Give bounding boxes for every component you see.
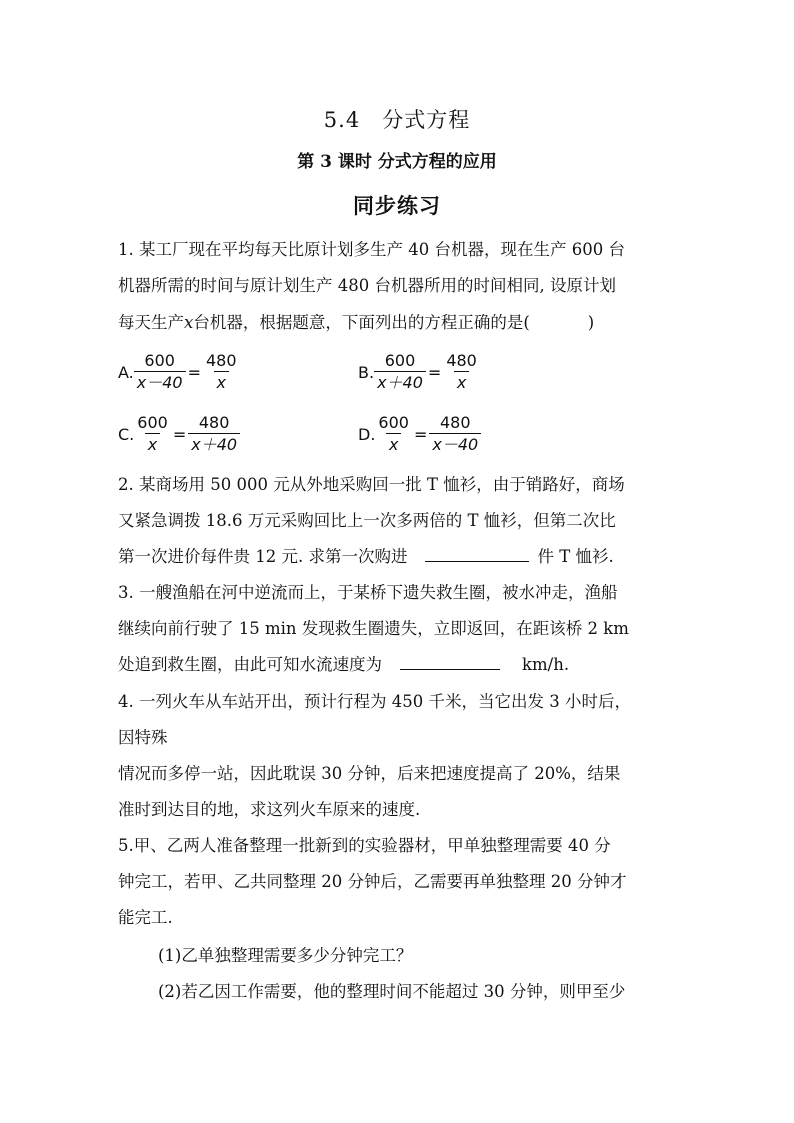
q5-line-3: 能完工. bbox=[118, 908, 173, 927]
option-a-fraction-right bbox=[203, 352, 240, 393]
q2-answer-blank[interactable] bbox=[425, 547, 529, 562]
q1-line-1: 1. 某工厂现在平均每天比原计划多生产 40 台机器，现在生产 600 台 bbox=[118, 240, 625, 259]
q1-line-2: 机器所需的时间与原计划生产 480 台机器所用的时间相同, 设原计划 bbox=[118, 276, 616, 295]
option-c-numerator-right: 480 bbox=[198, 413, 230, 432]
q4-line-1: 4. 一列火车从车站开出，预计行程为 450 千米，当它出发 3 小时后， bbox=[118, 692, 631, 711]
q2-line-2: 又紧急调拨 18.6 万元采购回比上一次多两倍的 T 恤衫，但第二次比 bbox=[118, 511, 616, 530]
q4-line-3: 情况而多停一站，因此耽误 30 分钟，后来把速度提高了 20%，结果 bbox=[118, 764, 621, 783]
q4-line-2: 因特殊 bbox=[118, 728, 168, 747]
q3-line-1: 3. 一艘渔船在河中逆流而上，于某桥下遗失救生圈，被水冲走，渔船 bbox=[118, 583, 618, 602]
option-c-label: C. bbox=[118, 424, 135, 444]
q1-line-3-middle: 台机器，根据题意，下面列出的方程正确的是( bbox=[193, 313, 530, 332]
option-c[interactable] bbox=[118, 414, 240, 455]
option-c-denominator-right: x＋40 bbox=[188, 433, 240, 454]
option-b[interactable] bbox=[358, 352, 480, 393]
option-b-label: B. bbox=[358, 362, 375, 382]
option-a-label: A. bbox=[118, 362, 134, 382]
q5-line-1: 5.甲、乙两人准备整理一批新到的实验器材，甲单独整理需要 40 分 bbox=[118, 836, 611, 855]
q5-subquestion-2: (2)若乙因工作需要，他的整理时间不能超过 30 分钟，则甲至少 bbox=[158, 982, 626, 1001]
option-d[interactable] bbox=[358, 414, 481, 455]
option-a-numerator-left: 600 bbox=[144, 351, 175, 370]
q2-line-3-start: 第一次进价每件贵 12 元. 求第一次购进 bbox=[118, 547, 408, 566]
option-a-numerator-right: 480 bbox=[206, 351, 237, 370]
option-b-denominator-right: x bbox=[454, 371, 469, 392]
option-d-fraction-right bbox=[429, 414, 481, 455]
option-c-denominator-left: x bbox=[145, 433, 160, 454]
option-b-fraction-right bbox=[443, 352, 480, 393]
option-a-fraction-left bbox=[134, 352, 186, 393]
q3-line-2: 继续向前行驶了 15 min 发现救生圈遗失，立即返回，在距该桥 2 km bbox=[118, 619, 629, 638]
option-d-denominator-left: x bbox=[386, 433, 401, 454]
option-d-fraction-left bbox=[375, 414, 412, 455]
q3-line-3-start: 处追到救生圈，由此可知水流速度为 bbox=[118, 655, 382, 674]
q1-line-3-start: 每天生产 bbox=[118, 313, 184, 332]
q1-line-3-end: ) bbox=[587, 313, 595, 332]
option-d-numerator-left: 600 bbox=[378, 413, 409, 432]
option-c-equals: = bbox=[172, 424, 187, 444]
exercise-heading: 同步练习 bbox=[353, 193, 441, 218]
q1-variable: x bbox=[184, 313, 194, 332]
option-b-numerator-right: 480 bbox=[446, 351, 477, 370]
option-a-equals: = bbox=[187, 362, 201, 382]
option-a-denominator-right: x bbox=[214, 371, 229, 392]
option-b-numerator-left: 600 bbox=[384, 351, 416, 370]
q2-line-3 bbox=[118, 543, 614, 567]
option-d-equals: = bbox=[413, 424, 428, 444]
option-c-fraction-left bbox=[134, 414, 171, 455]
q5-subquestion-1: (1)乙单独整理需要多少分钟完工？ bbox=[158, 946, 413, 965]
q3-line-3-end: km/h. bbox=[522, 655, 570, 674]
option-d-numerator-right: 480 bbox=[440, 413, 471, 432]
option-b-denominator-left: x＋40 bbox=[374, 371, 426, 392]
option-b-equals: = bbox=[427, 362, 442, 382]
q5-line-2: 钟完工，若甲、乙共同整理 20 分钟后，乙需要再单独整理 20 分钟才 bbox=[118, 872, 627, 891]
q2-line-3-end: 件 T 恤衫. bbox=[537, 547, 614, 566]
option-a[interactable] bbox=[118, 352, 240, 393]
q3-answer-blank[interactable] bbox=[400, 655, 500, 670]
option-a-denominator-left: x－40 bbox=[134, 371, 186, 392]
option-b-fraction-left bbox=[374, 352, 426, 393]
q3-line-3 bbox=[118, 651, 569, 675]
q2-line-1: 2. 某商场用 50 000 元从外地采购回一批 T 恤衫，由于销路好，商场 bbox=[118, 475, 625, 494]
option-c-numerator-left: 600 bbox=[137, 413, 168, 432]
lesson-title: 第 3 课时 分式方程的应用 bbox=[297, 152, 497, 172]
section-title: 5.4 分式方程 bbox=[323, 108, 471, 132]
option-c-fraction-right bbox=[188, 414, 240, 455]
q4-line-4: 准时到达目的地，求这列火车原来的速度. bbox=[118, 800, 421, 819]
option-d-denominator-right: x－40 bbox=[429, 433, 481, 454]
q1-line-3 bbox=[118, 309, 594, 333]
option-d-label: D. bbox=[358, 424, 376, 444]
